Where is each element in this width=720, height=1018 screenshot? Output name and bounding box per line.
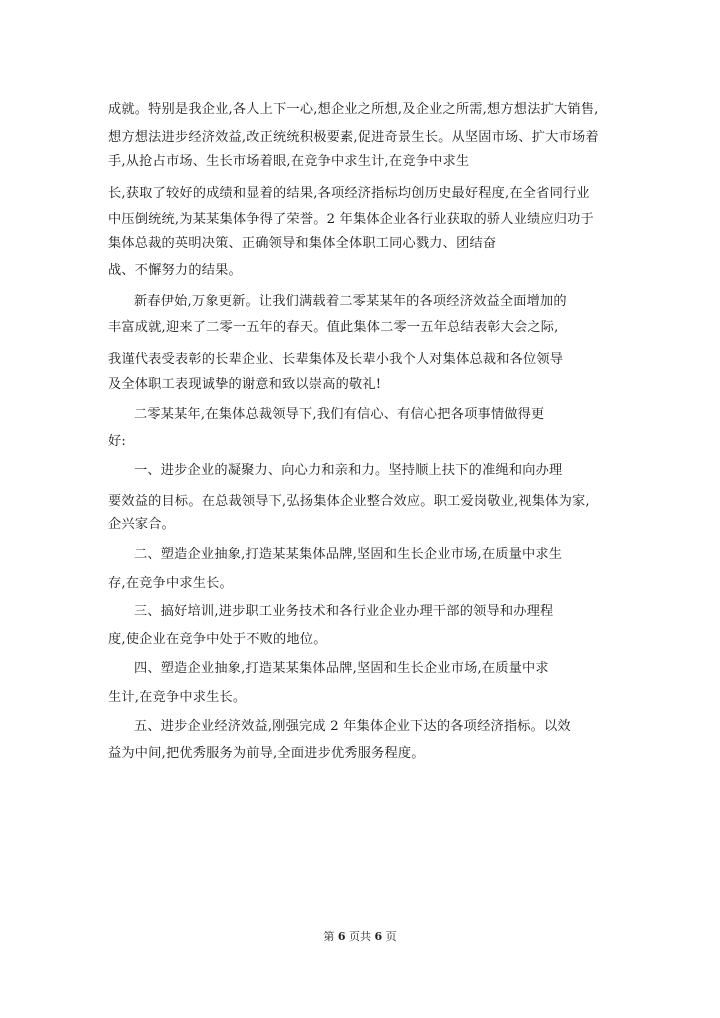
text-line: 二零某某年,在集体总裁领导下,我们有信心、有信心把各项事情做得更 [134, 407, 545, 422]
text-line: 存,在竞争中求生长。 [108, 576, 233, 591]
footer-suffix: 页 [385, 930, 397, 943]
text-line: 四、塑造企业抽象,打造某某集体品牌,坚固和生长企业市场,在质量中求 [134, 661, 549, 676]
text-line: 三、搞好培训,进步职工业务技术和各行业企业办理干部的领导和办理程 [134, 604, 554, 619]
text-line: 新春伊始,万象更新。让我们满载着二零某某年的各项经济效益全面增加的 [134, 294, 567, 309]
total-page-number: 6 [374, 930, 383, 943]
footer-prefix: 第 [323, 930, 335, 943]
text-line: 生计,在竞争中求生长。 [108, 690, 247, 705]
text-line: 成就。特别是我企业,各人上下一心,想企业之所想,及企业之所需,想方想法扩大销售, [108, 102, 599, 117]
text-line: 企兴家合。 [108, 517, 175, 532]
text-line: 集体总裁的英明决策、正确领导和集体全体职工同心戮力、团结奋 [108, 236, 497, 251]
footer-middle: 页共 [349, 930, 371, 943]
text-line: 及全体职工表现诚挚的谢意和致以崇高的敬礼! [108, 377, 382, 392]
text-line: 战、不懈努力的结果。 [108, 263, 242, 278]
text-line: 长,获取了较好的成绩和显着的结果,各项经济指标均创历史最好程度,在全省同行业 [108, 186, 590, 201]
text-line: 五、进步企业经济效益,刚强完成 2 年集体企业下达的各项经济指标。以效 [134, 719, 571, 734]
text-line: 要效益的目标。在总裁领导下,弘扬集体企业整合效应。职工爱岗敬业,视集体为家, [108, 494, 590, 509]
text-line: 好: [108, 434, 127, 449]
text-line: 二、塑造企业抽象,打造某某集体品牌,坚固和生长企业市场,在质量中求生 [134, 547, 563, 562]
text-line: 丰富成就,迎来了二零一五年的春天。值此集体二零一五年总结表彰大会之际, [108, 320, 559, 335]
text-line: 中压倒统统,为某某集体争得了荣誉。2 年集体企业各行业获取的骄人业绩应归功于 [108, 212, 594, 227]
text-line: 手,从抢占市场、生长市场着眼,在竞争中求生计,在竞争中求生 [108, 154, 470, 169]
text-line: 一、进步企业的凝聚力、向心力和亲和力。坚持顺上扶下的准绳和向办理 [134, 463, 563, 478]
current-page-number: 6 [337, 930, 346, 943]
text-line: 我谨代表受表彰的长辈企业、长辈集体及长辈小我个人对集体总裁和各位领导 [108, 352, 564, 367]
page-footer [0, 930, 720, 944]
text-line: 想方想法进步经济效益,改正统统积极要素,促进奇景生长。从坚固市场、扩大市场着 [108, 130, 599, 145]
text-line: 益为中间,把优秀服务为前导,全面进步优秀服务程度。 [108, 746, 425, 761]
text-line: 度,使企业在竞争中处于不败的地位。 [108, 632, 327, 647]
